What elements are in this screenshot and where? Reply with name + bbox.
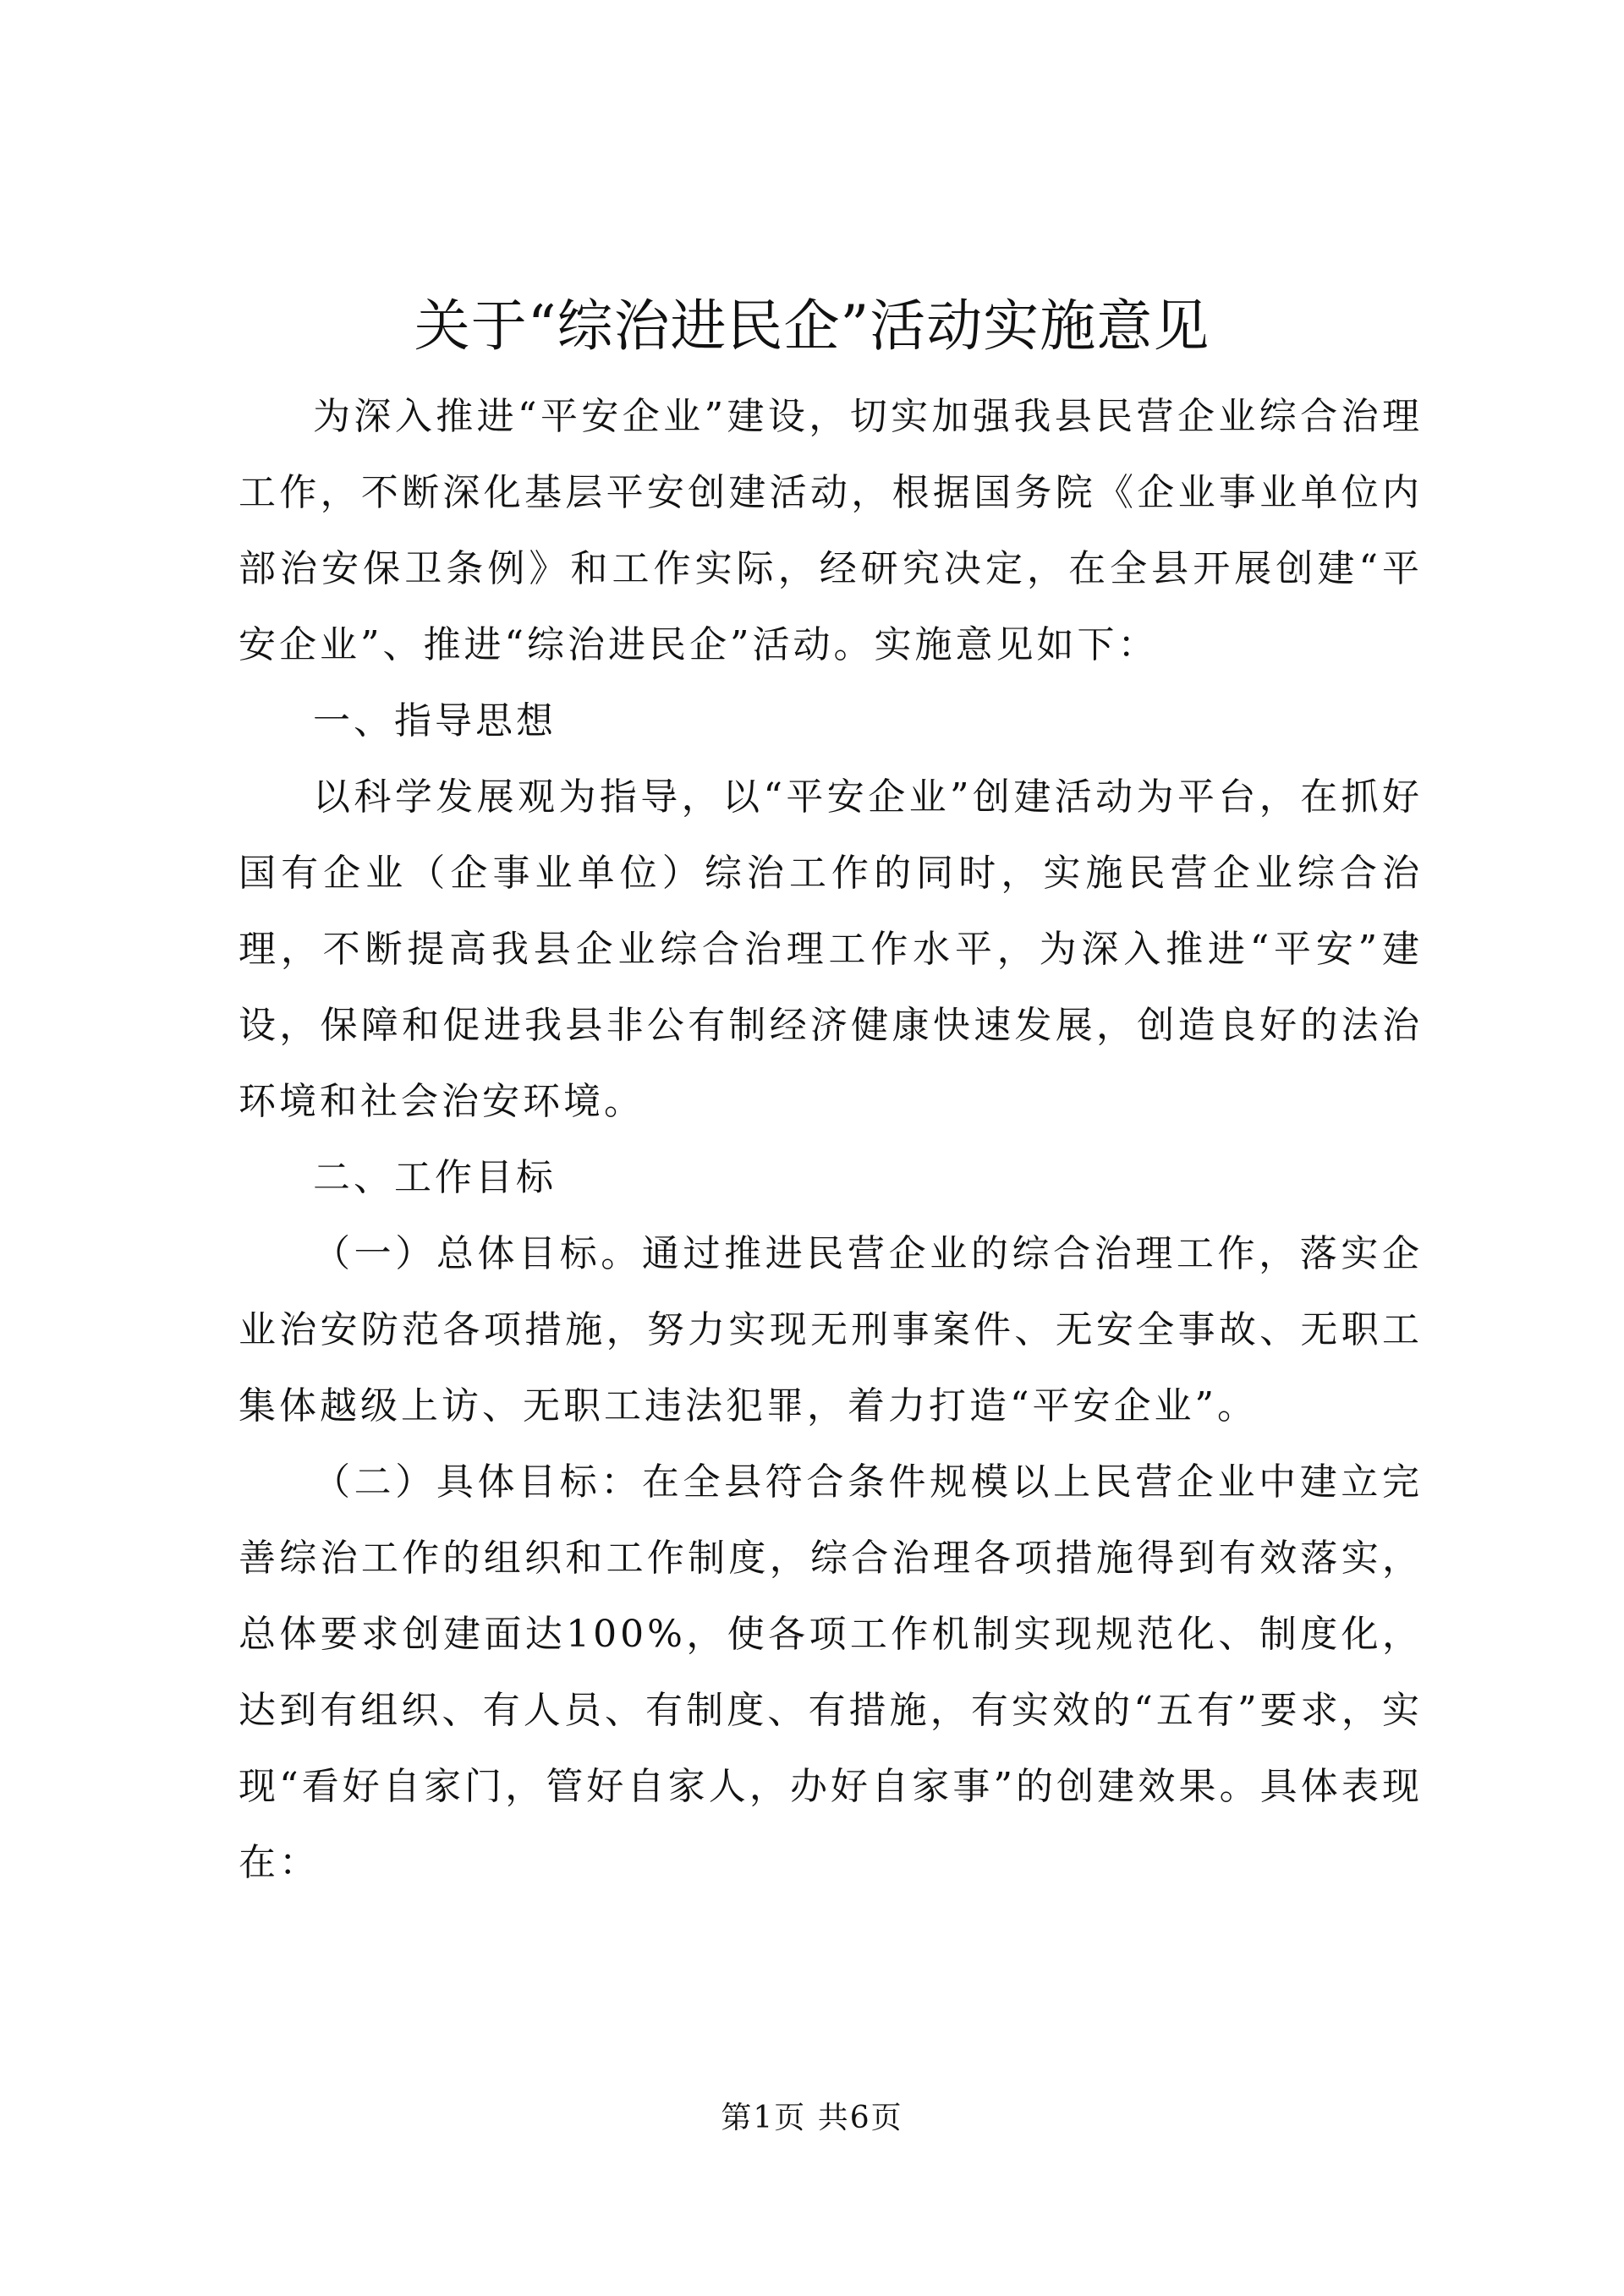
overall-goal-paragraph: （一）总体目标。通过推进民营企业的综合治理工作，落实企业治安防范各项措施，努力实现无刑事案件、无安全事故、无职工集体越级上访、无职工违法犯罪，着力打造“平安企业”。 (239, 1232, 1423, 1427)
section-heading-guiding-thought: 一、指导思想 (313, 699, 557, 743)
page-number-footer: 第1页 共6页 (721, 2101, 903, 2135)
document-body (239, 379, 1423, 1901)
document-title: 关于“综治进民企”活动实施意见 (414, 293, 1210, 359)
intro-paragraph: 为深入推进“平安企业”建设，切实加强我县民营企业综合治理工作，不断深化基层平安创建活动，根据国务院《企业事业单位内部治安保卫条例》和工作实际，经研究决定，在全县开展创建“平安企业”、推进“综治进民企”活动。实施意见如下： (239, 395, 1423, 666)
specific-goal-paragraph: （二）具体目标：在全县符合条件规模以上民营企业中建立完善综治工作的组织和工作制度，综合治理各项措施得到有效落实，总体要求创建面达100%，使各项工作机制实现规范化、制度化，达到有组织、有人员、有制度、有措施，有实效的“五有”要求，实现“看好自家门，管好自家人，办好自家事”的创建效果。具体表现在： (239, 1460, 1423, 1884)
section-heading-work-goals: 二、工作目标 (313, 1156, 557, 1199)
guiding-thought-paragraph: 以科学发展观为指导，以“平安企业”创建活动为平台，在抓好国有企业（企事业单位）综治工作的同时，实施民营企业综合治理，不断提高我县企业综合治理工作水平，为深入推进“平安”建设，保障和促进我县非公有制经济健康快速发展，创造良好的法治环境和社会治安环境。 (239, 775, 1423, 1123)
